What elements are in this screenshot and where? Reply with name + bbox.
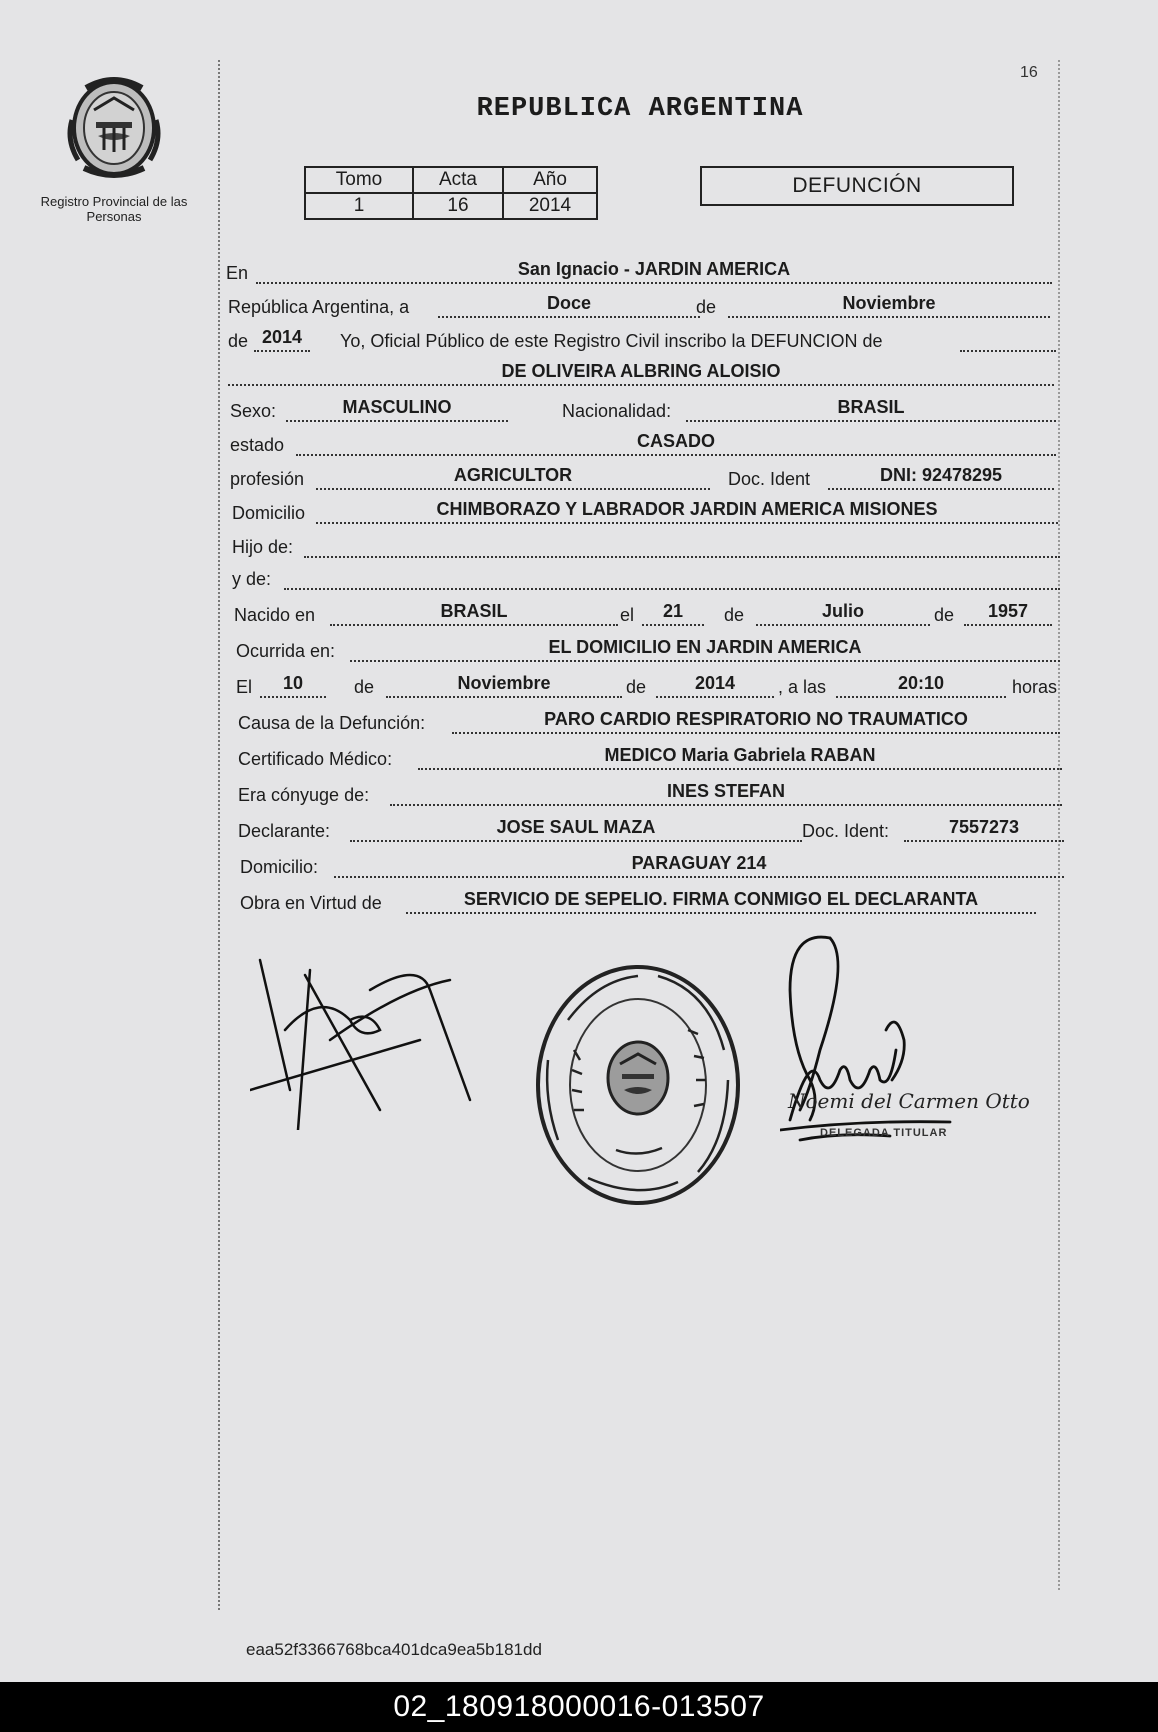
- field-spouse: INES STEFAN: [390, 780, 1062, 806]
- form-left-border: [218, 60, 220, 1610]
- register-value-anio: 2014: [503, 193, 597, 219]
- label-profesion: profesión: [230, 469, 305, 489]
- label-domicilio: Domicilio: [232, 503, 306, 523]
- field-death-year: 2014: [656, 672, 774, 698]
- label-hijo-de: Hijo de:: [232, 537, 294, 557]
- label-a-las: , a las: [778, 677, 827, 697]
- field-nationality: BRASIL: [686, 396, 1056, 422]
- row-cause: [238, 706, 1068, 736]
- label-nacionalidad: Nacionalidad:: [562, 401, 672, 421]
- act-type-box: DEFUNCIÓN: [700, 166, 1014, 206]
- page-number: 16: [1020, 64, 1038, 81]
- label-de-1: de: [696, 297, 717, 317]
- row-spouse: [238, 778, 1068, 808]
- label-estado: estado: [230, 435, 285, 455]
- field-civil-status: CASADO: [296, 430, 1056, 456]
- row-sex-nationality: [230, 394, 1060, 424]
- field-death-hour: 20:10: [836, 672, 1006, 698]
- field-inscribo-fill: [960, 326, 1056, 352]
- label-doc-ident-colon: Doc. Ident:: [802, 821, 890, 841]
- field-son-of: [304, 532, 1060, 558]
- label-el-lower: el: [620, 605, 635, 625]
- row-birth: [234, 598, 1064, 628]
- row-declarant-address: [240, 850, 1070, 880]
- field-death-day: 10: [260, 672, 326, 698]
- footer-id-bar: 02_180918000016-013507: [0, 1682, 1158, 1732]
- row-registration-date: [228, 290, 1058, 320]
- label-certificado: Certificado Médico:: [238, 749, 393, 769]
- registry-label: Registro Provincial de las Personas: [40, 194, 188, 224]
- row-declarant: [238, 814, 1068, 844]
- row-death-date: [236, 670, 1066, 700]
- label-de-5: de: [354, 677, 375, 697]
- official-signature-title: DELEGADA TITULAR: [820, 1127, 948, 1139]
- label-horas: horas: [1012, 677, 1058, 697]
- label-obra: Obra en Virtud de: [240, 893, 382, 913]
- register-value-tomo: 1: [305, 193, 413, 219]
- field-registration-month: Noviembre: [728, 292, 1050, 318]
- field-by-virtue-of: SERVICIO DE SEPELIO. FIRMA CONMIGO EL DECLARANTA: [406, 888, 1036, 914]
- label-declarante: Declarante:: [238, 821, 331, 841]
- label-conyuge: Era cónyuge de:: [238, 785, 370, 805]
- label-inscribo: Yo, Oficial Público de este Registro Civil inscribo la DEFUNCION de: [340, 331, 883, 351]
- field-doc-ident: DNI: 92478295: [828, 464, 1054, 490]
- label-de-4: de: [934, 605, 955, 625]
- label-domicilio-colon: Domicilio:: [240, 857, 319, 877]
- label-nacido-en: Nacido en: [234, 605, 316, 625]
- register-value-acta: 16: [413, 193, 503, 219]
- label-y-de: y de:: [232, 569, 272, 589]
- field-profession: AGRICULTOR: [316, 464, 710, 490]
- row-address: [232, 496, 1062, 526]
- field-declarant-doc: 7557273: [904, 816, 1064, 842]
- register-header-tomo: Tomo: [305, 167, 413, 193]
- row-registration-year: [228, 324, 1058, 354]
- field-and-of: [284, 564, 1060, 590]
- register-header-anio: Año: [503, 167, 597, 193]
- row-profession-id: [230, 462, 1060, 492]
- field-birth-place: BRASIL: [330, 600, 618, 626]
- label-sexo: Sexo:: [230, 401, 277, 421]
- field-deceased-name: DE OLIVEIRA ALBRING ALOISIO: [228, 360, 1054, 386]
- field-birth-month: Julio: [756, 600, 930, 626]
- field-sex: MASCULINO: [286, 396, 508, 422]
- field-declarant-address: PARAGUAY 214: [334, 852, 1064, 878]
- register-header-acta: Acta: [413, 167, 503, 193]
- field-occurred-at: EL DOMICILIO EN JARDIN AMERICA: [350, 636, 1060, 662]
- field-place: San Ignacio - JARDIN AMERICA: [256, 258, 1052, 284]
- row-son-of: [232, 530, 1062, 560]
- field-birth-day: 21: [642, 600, 704, 626]
- label-en: En: [226, 263, 249, 283]
- row-civil-status: [230, 428, 1060, 458]
- row-deceased-name: [228, 358, 1058, 388]
- field-address: CHIMBORAZO Y LABRADOR JARDIN AMERICA MISIONES: [316, 498, 1058, 524]
- label-republica-a: República Argentina, a: [228, 297, 410, 317]
- label-doc-ident: Doc. Ident: [728, 469, 811, 489]
- row-medical-certificate: [238, 742, 1068, 772]
- label-el: El: [236, 677, 253, 697]
- field-registration-day: Doce: [438, 292, 700, 318]
- field-cause: PARO CARDIO RESPIRATORIO NO TRAUMATICO: [452, 708, 1060, 734]
- label-de-6: de: [626, 677, 647, 697]
- field-medical-certificate: MEDICO Maria Gabriela RABAN: [418, 744, 1062, 770]
- field-birth-year: 1957: [964, 600, 1052, 626]
- province-crest-icon: [64, 70, 164, 182]
- label-de-2: de: [228, 331, 249, 351]
- field-declarant: JOSE SAUL MAZA: [350, 816, 802, 842]
- row-place: [226, 256, 1056, 286]
- label-ocurrida-en: Ocurrida en:: [236, 641, 336, 661]
- label-causa: Causa de la Defunción:: [238, 713, 426, 733]
- row-occurred-at: [236, 634, 1066, 664]
- official-signature-name: Noemi del Carmen Otto: [788, 1089, 1030, 1113]
- field-death-month: Noviembre: [386, 672, 622, 698]
- document-hash: eaa52f3366768bca401dca9ea5b181dd: [246, 1640, 542, 1659]
- register-table: [304, 166, 598, 220]
- label-de-3: de: [724, 605, 745, 625]
- field-registration-year: 2014: [254, 326, 310, 352]
- row-and-of: [232, 562, 1062, 592]
- row-by-virtue-of: [240, 886, 1070, 916]
- official-signature-icon: [780, 930, 1030, 1150]
- official-stamp-icon: [528, 960, 748, 1210]
- document-title: REPUBLICA ARGENTINA: [476, 94, 804, 124]
- declarant-signature-icon: [250, 950, 490, 1130]
